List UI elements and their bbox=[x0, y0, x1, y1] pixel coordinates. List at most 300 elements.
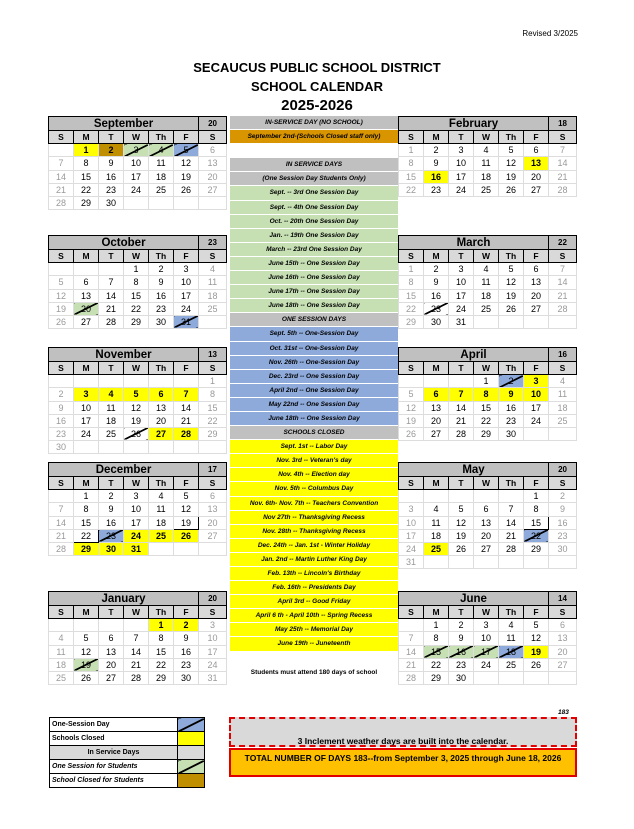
day-cell: 2 bbox=[424, 263, 449, 276]
day-cell: 28 bbox=[449, 427, 474, 440]
day-cell: 7 bbox=[549, 144, 577, 157]
day-cell: 24 bbox=[399, 542, 424, 555]
month-october bbox=[48, 235, 226, 329]
day-cell: 21 bbox=[549, 289, 577, 302]
day-cell: 29 bbox=[524, 542, 549, 555]
day-cell: 13 bbox=[524, 276, 549, 289]
day-cell: 23 bbox=[549, 529, 577, 542]
day-cell: 27 bbox=[74, 315, 99, 328]
day-cell: 15 bbox=[399, 289, 424, 302]
day-cell: 22 bbox=[399, 183, 424, 196]
week-row bbox=[49, 490, 227, 503]
day-cell: 18 bbox=[424, 529, 449, 542]
weekday-header: Th bbox=[499, 250, 524, 263]
week-row bbox=[399, 490, 577, 503]
day-cell: 6 bbox=[99, 632, 124, 645]
day-cell: 4 bbox=[424, 503, 449, 516]
day-cell: 28 bbox=[49, 196, 74, 209]
week-row bbox=[399, 263, 577, 276]
week-row bbox=[399, 414, 577, 427]
day-cell: 5 bbox=[49, 276, 74, 289]
day-cell: 2 bbox=[449, 619, 474, 632]
day-cell: 16 bbox=[449, 645, 474, 658]
day-cell: 3 bbox=[199, 619, 227, 632]
day-cell: 8 bbox=[474, 388, 499, 401]
weekday-header: M bbox=[424, 362, 449, 375]
day-cell: 16 bbox=[549, 516, 577, 529]
day-cell: 4 bbox=[149, 490, 174, 503]
legend-swatch bbox=[178, 718, 205, 732]
day-cell: 17 bbox=[474, 645, 499, 658]
day-cell: 10 bbox=[124, 503, 149, 516]
day-cell: 12 bbox=[124, 401, 149, 414]
day-cell: 17 bbox=[524, 401, 549, 414]
week-row bbox=[49, 315, 227, 328]
day-cell: 3 bbox=[124, 144, 149, 157]
day-cell bbox=[49, 263, 74, 276]
day-cell: 23 bbox=[424, 183, 449, 196]
day-cell bbox=[49, 490, 74, 503]
week-row bbox=[399, 671, 577, 684]
day-cell: 28 bbox=[174, 427, 199, 440]
day-cell: 8 bbox=[399, 276, 424, 289]
day-cell: 27 bbox=[149, 427, 174, 440]
day-cell: 20 bbox=[549, 645, 577, 658]
key-entry: Oct. -- 20th One Session Day bbox=[230, 215, 398, 229]
day-cell: 3 bbox=[524, 375, 549, 388]
weekday-header: T bbox=[449, 606, 474, 619]
month-name: December bbox=[49, 463, 199, 477]
day-cell: 27 bbox=[524, 183, 549, 196]
weekday-header: T bbox=[99, 131, 124, 144]
week-row bbox=[399, 516, 577, 529]
day-cell: 26 bbox=[174, 183, 199, 196]
day-cell: 20 bbox=[524, 170, 549, 183]
day-cell: 7 bbox=[399, 632, 424, 645]
day-cell: 8 bbox=[424, 632, 449, 645]
month-may bbox=[398, 462, 576, 569]
week-row bbox=[49, 427, 227, 440]
day-cell: 14 bbox=[124, 645, 149, 658]
day-cell: 17 bbox=[449, 289, 474, 302]
day-cell: 4 bbox=[474, 144, 499, 157]
day-cell: 11 bbox=[149, 503, 174, 516]
day-cell: 22 bbox=[74, 183, 99, 196]
day-cell: 4 bbox=[199, 263, 227, 276]
weekday-header: S bbox=[549, 362, 577, 375]
day-cell: 23 bbox=[99, 183, 124, 196]
day-cell: 1 bbox=[199, 375, 227, 388]
week-row bbox=[49, 170, 227, 183]
day-cell: 23 bbox=[49, 427, 74, 440]
day-cell: 24 bbox=[199, 658, 227, 671]
day-cell: 1 bbox=[399, 263, 424, 276]
key-entry: April 6 th - April 10th -- Spring Recess bbox=[230, 609, 398, 623]
day-cell bbox=[49, 375, 74, 388]
day-cell: 8 bbox=[149, 632, 174, 645]
legend-label: One-Session Day bbox=[50, 718, 178, 732]
key-entry: Jan. 2nd -- Martin Luther King Day bbox=[230, 553, 398, 567]
day-cell: 3 bbox=[174, 263, 199, 276]
weekday-header: T bbox=[99, 250, 124, 263]
day-cell: 21 bbox=[449, 414, 474, 427]
day-cell: 18 bbox=[474, 289, 499, 302]
day-cell: 30 bbox=[549, 542, 577, 555]
day-cell: 27 bbox=[524, 302, 549, 315]
day-cell: 29 bbox=[124, 315, 149, 328]
day-cell: 1 bbox=[399, 144, 424, 157]
day-cell: 11 bbox=[424, 516, 449, 529]
day-cell bbox=[99, 441, 124, 454]
key-entry: (One Session Day Students Only) bbox=[230, 172, 398, 186]
key-entry: June 19th -- Juneteenth bbox=[230, 637, 398, 651]
day-cell: 27 bbox=[474, 542, 499, 555]
week-row bbox=[399, 658, 577, 671]
weekday-header: M bbox=[424, 477, 449, 490]
weekday-header: S bbox=[199, 250, 227, 263]
day-cell bbox=[424, 556, 449, 569]
day-cell: 7 bbox=[49, 503, 74, 516]
weekday-header: Th bbox=[499, 362, 524, 375]
day-cell: 24 bbox=[74, 427, 99, 440]
day-cell bbox=[124, 441, 149, 454]
day-cell: 9 bbox=[449, 632, 474, 645]
day-cell bbox=[524, 671, 549, 684]
week-row bbox=[399, 542, 577, 555]
day-cell: 13 bbox=[549, 632, 577, 645]
weekday-header: S bbox=[49, 250, 74, 263]
day-cell: 2 bbox=[99, 144, 124, 157]
week-row bbox=[49, 503, 227, 516]
week-row bbox=[49, 157, 227, 170]
day-cell: 17 bbox=[124, 170, 149, 183]
day-cell: 5 bbox=[124, 388, 149, 401]
weekday-header: F bbox=[524, 250, 549, 263]
month-day-count: 17 bbox=[199, 463, 227, 477]
day-cell: 12 bbox=[449, 516, 474, 529]
day-cell: 8 bbox=[524, 503, 549, 516]
day-cell: 8 bbox=[74, 157, 99, 170]
day-cell: 9 bbox=[149, 276, 174, 289]
month-name: March bbox=[399, 236, 549, 250]
day-cell bbox=[149, 441, 174, 454]
day-cell: 9 bbox=[424, 276, 449, 289]
weekday-header: S bbox=[49, 131, 74, 144]
weekday-header: F bbox=[524, 477, 549, 490]
key-entry: April 2nd -- One Session Day bbox=[230, 384, 398, 398]
weekday-header: S bbox=[49, 477, 74, 490]
day-cell: 13 bbox=[199, 157, 227, 170]
day-cell: 20 bbox=[74, 302, 99, 315]
day-cell: 15 bbox=[399, 170, 424, 183]
key-entry: Jan. -- 19th One Session Day bbox=[230, 229, 398, 243]
day-cell: 11 bbox=[99, 401, 124, 414]
district-title: SECAUCUS PUBLIC SCHOOL DISTRICT bbox=[193, 60, 441, 75]
day-cell: 22 bbox=[424, 658, 449, 671]
key-entry: IN SERVICE DAYS bbox=[230, 158, 398, 172]
day-cell: 11 bbox=[199, 276, 227, 289]
day-cell: 6 bbox=[199, 490, 227, 503]
day-cell: 15 bbox=[199, 401, 227, 414]
weather-note: 3 Inclement weather days are built into the calendar. bbox=[229, 717, 577, 747]
key-entry: Dec. 24th -- Jan. 1st - Winter Holiday bbox=[230, 539, 398, 553]
day-cell: 20 bbox=[524, 289, 549, 302]
day-cell: 11 bbox=[549, 388, 577, 401]
week-row bbox=[399, 276, 577, 289]
weekday-header: S bbox=[199, 606, 227, 619]
key-entry: ONE SESSION DAYS bbox=[230, 313, 398, 327]
day-cell: 15 bbox=[474, 401, 499, 414]
day-cell: 18 bbox=[499, 645, 524, 658]
day-cell: 19 bbox=[49, 302, 74, 315]
day-cell: 9 bbox=[424, 157, 449, 170]
week-row bbox=[49, 276, 227, 289]
day-cell: 9 bbox=[174, 632, 199, 645]
week-row bbox=[399, 529, 577, 542]
weekday-header: M bbox=[74, 250, 99, 263]
legend-swatch bbox=[178, 746, 205, 760]
day-cell: 24 bbox=[449, 183, 474, 196]
total-days-note: TOTAL NUMBER OF DAYS 183--from September 3, 2025 through June 18, 2026 bbox=[229, 748, 577, 777]
day-cell: 5 bbox=[499, 144, 524, 157]
weekday-header: F bbox=[524, 362, 549, 375]
week-row bbox=[399, 401, 577, 414]
day-cell: 20 bbox=[199, 170, 227, 183]
day-cell bbox=[499, 490, 524, 503]
day-cell: 2 bbox=[549, 490, 577, 503]
day-cell: 18 bbox=[549, 401, 577, 414]
day-cell: 23 bbox=[149, 302, 174, 315]
day-cell bbox=[549, 671, 577, 684]
day-cell: 14 bbox=[549, 276, 577, 289]
weekday-header: T bbox=[99, 606, 124, 619]
day-cell: 11 bbox=[474, 157, 499, 170]
week-row bbox=[49, 302, 227, 315]
key-entry: Nov. 28th -- Thanksgiving Recess bbox=[230, 525, 398, 539]
day-cell: 5 bbox=[524, 619, 549, 632]
day-cell: 30 bbox=[99, 196, 124, 209]
week-row bbox=[399, 289, 577, 302]
weekday-header: W bbox=[474, 362, 499, 375]
weekday-header: Th bbox=[149, 477, 174, 490]
day-cell: 10 bbox=[449, 276, 474, 289]
day-cell: 11 bbox=[474, 276, 499, 289]
day-cell: 22 bbox=[199, 414, 227, 427]
day-cell bbox=[199, 315, 227, 328]
day-cell: 25 bbox=[499, 658, 524, 671]
day-cell bbox=[499, 315, 524, 328]
day-cell: 15 bbox=[424, 645, 449, 658]
day-cell: 9 bbox=[549, 503, 577, 516]
day-cell: 19 bbox=[499, 170, 524, 183]
day-cell: 17 bbox=[124, 516, 149, 529]
day-cell: 25 bbox=[549, 414, 577, 427]
weekday-header: M bbox=[74, 477, 99, 490]
day-cell: 30 bbox=[149, 315, 174, 328]
day-cell: 8 bbox=[199, 388, 227, 401]
day-cell: 2 bbox=[49, 388, 74, 401]
day-cell: 29 bbox=[74, 196, 99, 209]
weekday-header: S bbox=[199, 362, 227, 375]
day-cell: 16 bbox=[424, 289, 449, 302]
day-cell bbox=[149, 542, 174, 555]
day-cell: 10 bbox=[199, 632, 227, 645]
day-cell: 9 bbox=[99, 503, 124, 516]
day-cell: 5 bbox=[449, 503, 474, 516]
weekday-header: M bbox=[74, 606, 99, 619]
day-cell: 22 bbox=[124, 302, 149, 315]
day-cell: 19 bbox=[449, 529, 474, 542]
day-cell bbox=[549, 556, 577, 569]
day-cell: 25 bbox=[199, 302, 227, 315]
day-cell: 14 bbox=[49, 516, 74, 529]
day-cell: 21 bbox=[49, 529, 74, 542]
weekday-header: M bbox=[74, 131, 99, 144]
week-row bbox=[399, 144, 577, 157]
day-cell: 15 bbox=[74, 516, 99, 529]
day-cell: 4 bbox=[149, 144, 174, 157]
day-cell: 24 bbox=[124, 183, 149, 196]
day-cell: 2 bbox=[499, 375, 524, 388]
day-cell: 24 bbox=[449, 302, 474, 315]
day-cell: 1 bbox=[524, 490, 549, 503]
week-row bbox=[399, 170, 577, 183]
key-entry bbox=[230, 652, 398, 666]
week-row bbox=[399, 427, 577, 440]
day-cell bbox=[449, 375, 474, 388]
day-cell: 13 bbox=[149, 401, 174, 414]
year-title: 2025-2026 bbox=[281, 97, 353, 114]
day-cell bbox=[49, 144, 74, 157]
day-cell: 13 bbox=[474, 516, 499, 529]
revised-date: Revised 3/2025 bbox=[522, 29, 578, 38]
day-cell: 12 bbox=[174, 157, 199, 170]
day-cell: 15 bbox=[74, 170, 99, 183]
day-cell: 21 bbox=[49, 183, 74, 196]
month-september bbox=[48, 116, 226, 210]
week-row bbox=[49, 196, 227, 209]
day-cell: 9 bbox=[499, 388, 524, 401]
day-cell: 3 bbox=[399, 503, 424, 516]
day-cell: 1 bbox=[474, 375, 499, 388]
month-june bbox=[398, 591, 576, 685]
day-cell bbox=[499, 671, 524, 684]
day-cell: 15 bbox=[524, 516, 549, 529]
key-entry: Nov. 3rd -- Veteran's day bbox=[230, 454, 398, 468]
day-cell: 2 bbox=[174, 619, 199, 632]
day-cell bbox=[149, 196, 174, 209]
week-row bbox=[49, 645, 227, 658]
day-cell: 18 bbox=[149, 516, 174, 529]
day-cell: 10 bbox=[399, 516, 424, 529]
week-row bbox=[399, 645, 577, 658]
day-cell: 5 bbox=[499, 263, 524, 276]
weekday-header: T bbox=[449, 362, 474, 375]
day-cell bbox=[149, 375, 174, 388]
day-cell bbox=[99, 619, 124, 632]
day-cell: 2 bbox=[424, 144, 449, 157]
week-row bbox=[49, 414, 227, 427]
day-cell: 19 bbox=[174, 516, 199, 529]
day-cell: 18 bbox=[149, 170, 174, 183]
day-cell: 1 bbox=[424, 619, 449, 632]
day-cell: 12 bbox=[499, 157, 524, 170]
day-cell: 6 bbox=[524, 144, 549, 157]
day-cell: 12 bbox=[174, 503, 199, 516]
day-cell: 29 bbox=[199, 427, 227, 440]
week-row bbox=[49, 401, 227, 414]
day-cell: 26 bbox=[524, 658, 549, 671]
weekday-header: Th bbox=[149, 606, 174, 619]
day-cell: 31 bbox=[124, 542, 149, 555]
day-cell: 14 bbox=[549, 157, 577, 170]
day-cell: 11 bbox=[499, 632, 524, 645]
weekday-header: S bbox=[399, 362, 424, 375]
day-cell bbox=[124, 375, 149, 388]
legend-label: One Session for Students bbox=[50, 760, 178, 774]
day-cell bbox=[174, 375, 199, 388]
day-cell: 1 bbox=[124, 263, 149, 276]
day-cell: 18 bbox=[99, 414, 124, 427]
day-cell: 4 bbox=[99, 388, 124, 401]
day-cell: 20 bbox=[424, 414, 449, 427]
day-cell bbox=[399, 619, 424, 632]
week-row bbox=[49, 375, 227, 388]
weekday-header: S bbox=[199, 131, 227, 144]
day-cell: 30 bbox=[174, 671, 199, 684]
weekday-header: W bbox=[474, 477, 499, 490]
day-cell: 25 bbox=[474, 183, 499, 196]
day-cell: 7 bbox=[499, 503, 524, 516]
day-cell: 29 bbox=[474, 427, 499, 440]
day-cell: 26 bbox=[449, 542, 474, 555]
day-cell: 16 bbox=[49, 414, 74, 427]
day-cell: 19 bbox=[399, 414, 424, 427]
day-cell: 12 bbox=[74, 645, 99, 658]
day-cell: 13 bbox=[424, 401, 449, 414]
day-cell: 10 bbox=[524, 388, 549, 401]
day-cell: 4 bbox=[499, 619, 524, 632]
key-entry: Nov. 26th -- One-Session Day bbox=[230, 356, 398, 370]
weekday-header: Th bbox=[499, 477, 524, 490]
day-cell bbox=[174, 542, 199, 555]
day-cell: 17 bbox=[174, 289, 199, 302]
key-entry bbox=[230, 144, 398, 158]
day-cell: 22 bbox=[474, 414, 499, 427]
weekday-header: F bbox=[524, 131, 549, 144]
day-cell bbox=[74, 619, 99, 632]
day-cell: 31 bbox=[174, 315, 199, 328]
day-cell bbox=[474, 671, 499, 684]
day-cell: 13 bbox=[524, 157, 549, 170]
month-name: January bbox=[49, 592, 199, 606]
key-entry: Sept. 1st -- Labor Day bbox=[230, 440, 398, 454]
day-cell: 29 bbox=[74, 542, 99, 555]
day-cell: 27 bbox=[549, 658, 577, 671]
key-entry: Sept. -- 3rd One Session Day bbox=[230, 186, 398, 200]
weekday-header: S bbox=[49, 362, 74, 375]
days-marker: 183 bbox=[558, 709, 569, 716]
month-name: October bbox=[49, 236, 199, 250]
weekday-header: W bbox=[124, 131, 149, 144]
day-cell: 20 bbox=[474, 529, 499, 542]
week-row bbox=[49, 183, 227, 196]
weekday-header: T bbox=[99, 477, 124, 490]
day-cell: 5 bbox=[74, 632, 99, 645]
day-cell: 17 bbox=[199, 645, 227, 658]
day-cell: 18 bbox=[199, 289, 227, 302]
day-cell: 15 bbox=[124, 289, 149, 302]
